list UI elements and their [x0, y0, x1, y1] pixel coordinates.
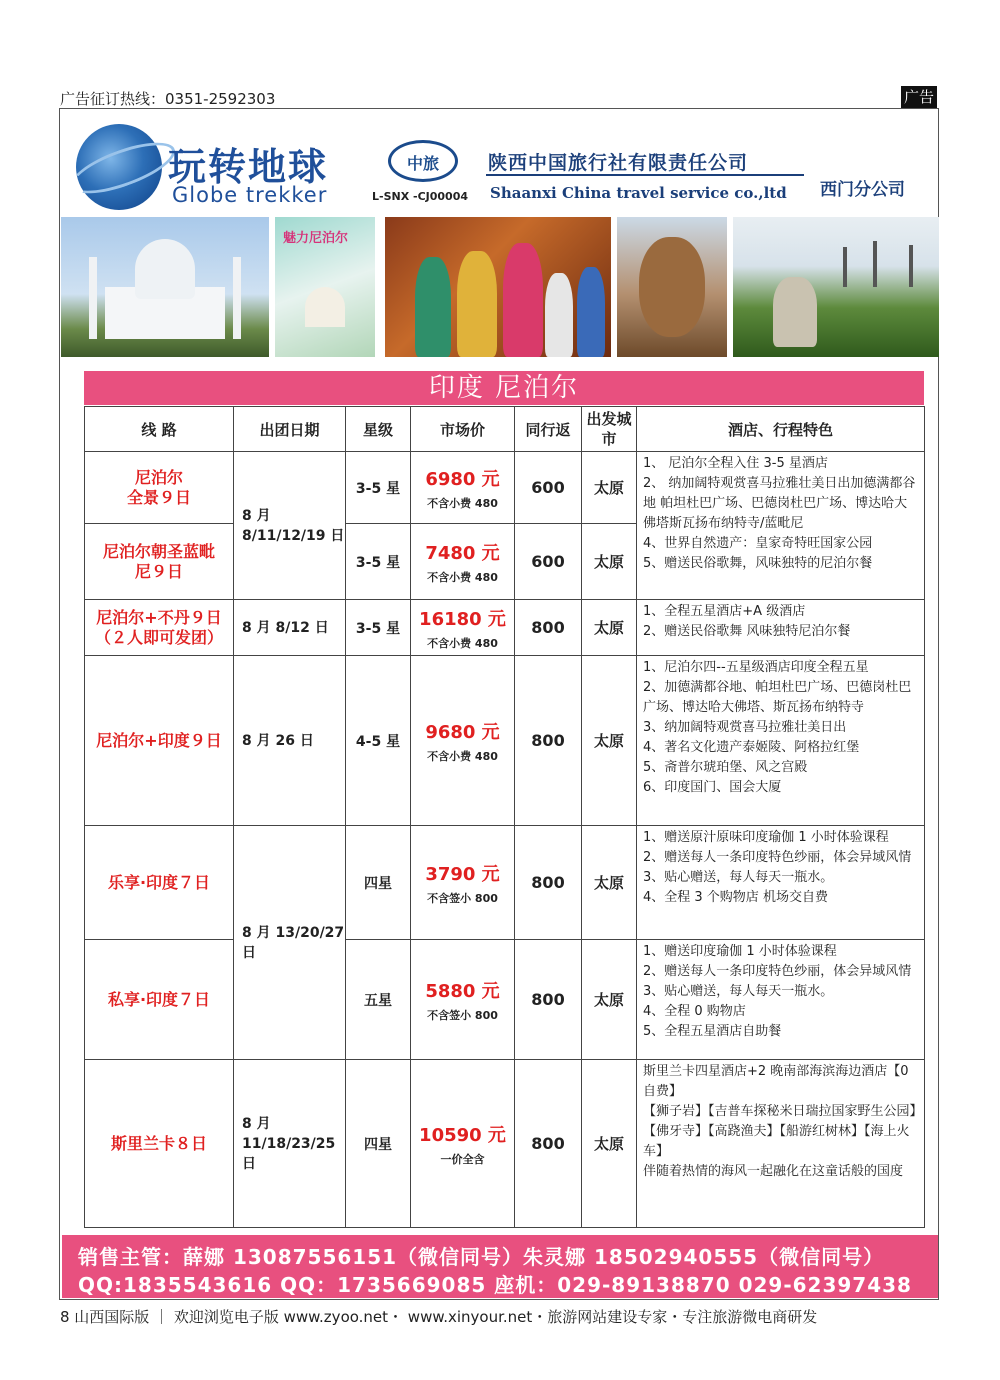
sales-contact-band	[62, 1235, 938, 1298]
departure-city: 太原	[582, 1060, 637, 1228]
departure-date: 8 月 13/20/27 日	[234, 826, 346, 1060]
market-price: 3790 元 不含签小 800	[411, 826, 515, 940]
departure-city: 太原	[582, 452, 637, 524]
nepal-family-photo	[385, 217, 611, 357]
star-rating: 四星	[346, 1060, 411, 1228]
market-price: 10590 元 一价全含	[411, 1060, 515, 1228]
route-name: 尼泊尔 全景９日	[85, 452, 234, 524]
departure-city: 太原	[582, 600, 637, 656]
brand-subtitle: Globe trekker	[172, 183, 328, 207]
nepal-poster-photo	[275, 217, 375, 357]
star-rating: 3-5 星	[346, 452, 411, 524]
star-rating: 4-5 星	[346, 656, 411, 826]
sales-phones: QQ:1835543616 QQ：1735669085 座机：029-89138870 029-62397438	[78, 1273, 912, 1297]
table-row	[85, 452, 925, 524]
company-name-en: Shaanxi China travel service co.,ltd	[490, 184, 787, 202]
route-name: 乐享·印度７日	[85, 826, 234, 940]
features: 1、全程五星酒店+A 级酒店 2、赠送民俗歌舞 风味独特尼泊尔餐	[637, 600, 925, 656]
star-rating: 3-5 星	[346, 524, 411, 600]
departure-date: 8 月 8/11/12/19 日	[234, 452, 346, 600]
company-name-cn: 陕西中国旅行社有限责任公司	[488, 152, 749, 174]
route-name: 尼泊尔+印度９日	[85, 656, 234, 826]
departure-date: 8 月 8/12 日	[234, 600, 346, 656]
departure-city: 太原	[582, 656, 637, 826]
market-price: 7480 元 不含小费 480	[411, 524, 515, 600]
features: 1、尼泊尔四--五星级酒店印度全程五星 2、加德满都谷地、帕坦杜巴广场、巴德岗杜巴广场、博达哈大佛塔、斯瓦扬布纳特寺 3、纳加阔特观赏喜马拉雅壮美日出 4、著名文化遗产泰姬陵、阿格拉红堡 5、斋普尔琥珀堡、风之宫殿 6、印度国门、国会大厦	[637, 656, 925, 826]
header-features: 酒店、行程特色	[637, 407, 925, 452]
features: 斯里兰卡四星酒店+2 晚南部海滨海边酒店【0 自费】 【狮子岩】【吉普车探秘米日瑞拉国家野生公园】 【佛牙寺】【高跷渔夫】【船游红树林】【海上火车】 伴随着热情的海风一起融化在这童话般的国度	[637, 1060, 925, 1228]
market-price: 5880 元 不含签小 800	[411, 940, 515, 1060]
taj-mahal-photo	[61, 217, 269, 357]
table-row	[85, 600, 925, 656]
departure-city: 太原	[582, 826, 637, 940]
ad-tag: 广告	[901, 86, 937, 108]
header-rebate: 同行返	[515, 407, 582, 452]
header-route: 线 路	[85, 407, 234, 452]
departure-date: 8 月 11/18/23/25 日	[234, 1060, 346, 1228]
ad-hotline: 广告征订热线：0351-2592303	[60, 90, 276, 108]
table-header-row	[85, 407, 925, 452]
departure-city: 太原	[582, 940, 637, 1060]
section-title: 印度 尼泊尔	[84, 371, 924, 405]
page-footer: 8 山西国际版 ｜ 欢迎浏览电子版 www.zyoo.net・ www.xinyour.net・旅游网站建设专家・专注旅游微电商研发	[60, 1308, 818, 1326]
market-price: 16180 元 不含小费 480	[411, 600, 515, 656]
header-price: 市场价	[411, 407, 515, 452]
peer-rebate: 600	[515, 452, 582, 524]
globe-logo-icon	[76, 124, 162, 210]
market-price: 6980 元 不含小费 480	[411, 452, 515, 524]
features: 1、赠送原汁原味印度瑜伽 1 小时体验课程 2、赠送每人一条印度特色纱丽，体会异域风情 3、贴心赠送，每人每天一瓶水。 4、全程 3 个购物店 机场交自费	[637, 826, 925, 940]
license-code: L-SNX -CJ00004	[372, 190, 469, 203]
header-date: 出团日期	[234, 407, 346, 452]
route-name: 尼泊尔+不丹９日 （２人即可发团）	[85, 600, 234, 656]
departure-city: 太原	[582, 524, 637, 600]
star-rating: 3-5 星	[346, 600, 411, 656]
peer-rebate: 600	[515, 524, 582, 600]
brand-title: 玩转地球	[168, 145, 329, 189]
departure-date: 8 月 26 日	[234, 656, 346, 826]
peer-rebate: 800	[515, 826, 582, 940]
header-star: 星级	[346, 407, 411, 452]
peer-rebate: 800	[515, 940, 582, 1060]
peer-rebate: 800	[515, 600, 582, 656]
divider	[486, 174, 804, 176]
photo-strip	[61, 217, 939, 357]
table-row	[85, 1060, 925, 1228]
monkey-photo	[617, 217, 727, 357]
route-name: 尼泊尔朝圣蓝毗 尼９日	[85, 524, 234, 600]
star-rating: 五星	[346, 940, 411, 1060]
sales-contacts: 销售主管：薛娜 13087556151（微信同号）朱灵娜 18502940555（微信同号）	[78, 1245, 885, 1269]
table-row	[85, 656, 925, 826]
branch-name: 西门分公司	[820, 180, 905, 200]
peer-rebate: 800	[515, 1060, 582, 1228]
route-name: 斯里兰卡８日	[85, 1060, 234, 1228]
route-table	[84, 406, 925, 1228]
table-row	[85, 940, 925, 1060]
poster-title: 魅力尼泊尔	[283, 231, 349, 246]
market-price: 9680 元 不含小费 480	[411, 656, 515, 826]
table-row	[85, 826, 925, 940]
star-rating: 四星	[346, 826, 411, 940]
cits-logo-icon: 中旅	[388, 140, 458, 182]
route-name: 私享·印度７日	[85, 940, 234, 1060]
peer-rebate: 800	[515, 656, 582, 826]
features: 1、 尼泊尔全程入住 3-5 星酒店 2、 纳加阔特观赏喜马拉雅壮美日出加德满都谷地 帕坦杜巴广场、巴德岗杜巴广场、博达哈大佛塔斯瓦扬布纳特寺/蓝毗尼 4、世界自然遗产：皇家奇特旺国家公园 5、赠送民俗歌舞，风味独特的尼泊尔餐	[637, 452, 925, 600]
tea-plantation-photo	[733, 217, 939, 357]
header-city: 出发城市	[582, 407, 637, 452]
features: 1、赠送印度瑜伽 1 小时体验课程 2、赠送每人一条印度特色纱丽，体会异域风情 3、贴心赠送，每人每天一瓶水。 4、全程 0 购物店 5、全程五星酒店自助餐	[637, 940, 925, 1060]
